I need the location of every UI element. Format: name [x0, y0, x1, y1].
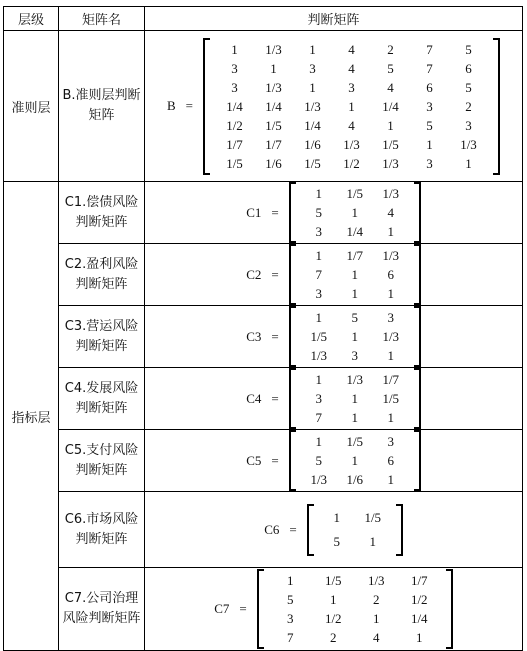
matrix-cell: 1/5: [265, 117, 282, 133]
matrix-cell: 1: [309, 41, 316, 57]
matrix-cell: 2: [465, 98, 472, 114]
header-level: 层级: [4, 7, 59, 31]
matrix-cell: 1: [387, 224, 394, 239]
matrix-cell: 1: [351, 410, 358, 425]
matrix-cell: 1/5: [310, 329, 328, 344]
matrix-symbol: C1: [246, 204, 262, 220]
indicator-row-3: [4, 306, 523, 368]
right-bracket: [414, 430, 421, 491]
matrix-cell: 7: [426, 60, 433, 76]
matrix-cell: 5: [333, 533, 340, 549]
matrix-cell: 1/7: [226, 136, 243, 152]
criteria-name-cell: B.准则层判断矩阵: [59, 31, 145, 182]
matrix-cell: 3: [465, 117, 472, 133]
matrix-cell: 1/3: [382, 186, 400, 201]
matrix-cell: 1: [270, 60, 277, 76]
matrix-cell: 5: [426, 117, 433, 133]
matrix-cell: 1/4: [410, 611, 428, 626]
matrix-cell: 5: [465, 41, 472, 57]
matrix-cell: 1/3: [265, 41, 282, 57]
matrix-symbol: C4: [246, 390, 262, 406]
right-bracket: [414, 244, 421, 305]
judgment-matrix-table: [3, 6, 523, 651]
matrix-cell: 1/6: [346, 472, 364, 487]
matrix-cell: 1/3: [265, 79, 282, 95]
indicator-matrix: [257, 569, 453, 649]
matrix-cell: 1/5: [304, 155, 321, 171]
right-bracket: [446, 569, 453, 649]
left-bracket: [289, 430, 296, 491]
indicator-matrix-cell: [145, 368, 523, 430]
right-bracket: [414, 306, 421, 367]
matrix-cell: 1: [333, 509, 340, 525]
matrix-cell: 4: [387, 205, 394, 220]
indicator-matrix: [289, 430, 421, 491]
matrix-cell: 1/6: [265, 155, 282, 171]
matrix-cell: 1/5: [346, 434, 364, 449]
matrix-cell: 1/2: [343, 155, 360, 171]
matrix-cell: 1/4: [382, 98, 399, 114]
indicator-equation: [145, 430, 522, 491]
equals-sign: =: [271, 390, 279, 406]
left-bracket: [307, 504, 314, 556]
matrix-cell: 3: [315, 224, 322, 239]
header-matrix: 判断矩阵: [145, 7, 523, 31]
matrix-cell: 5: [315, 205, 322, 220]
matrix-cell: 1/5: [364, 509, 382, 525]
matrix-cell: 1/2: [410, 592, 428, 607]
matrix-cell: 3: [426, 155, 433, 171]
matrix-cell: 3: [426, 98, 433, 114]
matrix-cell: 1: [387, 410, 394, 425]
left-bracket: [289, 182, 296, 243]
matrix-cell: 1: [348, 98, 355, 114]
indicator-level-cell: 指标层: [4, 182, 59, 651]
criteria-matrix: [203, 38, 500, 175]
indicator-equation: [145, 182, 522, 243]
matrix-cell: 1/3: [460, 136, 477, 152]
criteria-equation: [145, 38, 522, 175]
matrix-cell: 1/5: [226, 155, 243, 171]
right-bracket: [493, 38, 500, 175]
matrix-cell: 3: [231, 79, 238, 95]
matrix-cell: 1: [351, 453, 358, 468]
matrix-cell: 5: [387, 60, 394, 76]
matrix-cell: 4: [387, 79, 394, 95]
matrix-cell: 1: [387, 286, 394, 301]
indicator-equation: [145, 368, 522, 429]
indicator-matrix: [289, 244, 421, 305]
indicator-matrix-cell: [145, 306, 523, 368]
equals-sign: =: [271, 204, 279, 220]
matrix-cell: 6: [387, 453, 394, 468]
indicator-name-cell: C6.市场风险判断矩阵: [59, 492, 145, 568]
indicator-row-1: [4, 182, 523, 244]
matrix-cell: 3: [348, 79, 355, 95]
indicator-matrix: [289, 306, 421, 367]
criteria-level-cell: 准则层: [4, 31, 59, 182]
indicator-matrix-cell: [145, 244, 523, 306]
left-bracket: [289, 244, 296, 305]
right-bracket: [396, 504, 403, 556]
matrix-symbol: C2: [246, 266, 262, 282]
indicator-name-cell: C7.公司治理风险判断矩阵: [59, 568, 145, 651]
matrix-cell: 1/5: [382, 136, 399, 152]
matrix-cell: 7: [315, 267, 322, 282]
indicator-equation: [145, 569, 522, 649]
matrix-cell: 1/7: [410, 573, 428, 588]
matrix-symbol: C3: [246, 328, 262, 344]
matrix-cell: 1: [465, 155, 472, 171]
matrix-cell: 4: [373, 630, 380, 645]
matrix-symbol: B: [166, 98, 176, 113]
matrix-cell: 5: [465, 79, 472, 95]
matrix-cell: 2: [373, 592, 380, 607]
header-row: [4, 7, 523, 31]
indicator-name-cell: C1.偿债风险判断矩阵: [59, 182, 145, 244]
matrix-cell: 1/4: [226, 98, 243, 114]
matrix-cell: 5: [351, 310, 358, 325]
equals-sign: =: [239, 601, 247, 616]
indicator-row-5: [4, 430, 523, 492]
right-bracket: [414, 182, 421, 243]
matrix-cell: 1: [351, 205, 358, 220]
left-bracket: [257, 569, 264, 649]
matrix-cell: 1/3: [310, 472, 328, 487]
matrix-cell: 1: [416, 630, 423, 645]
matrix-cell: 1: [387, 117, 394, 133]
matrix-cell: 1/5: [382, 391, 400, 406]
matrix-cell: 3: [309, 60, 316, 76]
matrix-cell: 1/3: [304, 98, 321, 114]
matrix-cell: 5: [287, 592, 294, 607]
matrix-cell: 6: [426, 79, 433, 95]
matrix-cell: 1/4: [304, 117, 321, 133]
equals-sign: =: [185, 98, 193, 113]
matrix-cell: 1: [426, 136, 433, 152]
matrix-cell: 1: [309, 79, 316, 95]
matrix-cell: 2: [387, 41, 394, 57]
matrix-cell: 3: [351, 348, 358, 363]
matrix-cell: 1: [387, 472, 394, 487]
matrix-cell: 1/5: [324, 573, 342, 588]
matrix-cell: 1: [351, 391, 358, 406]
matrix-cell: 1: [315, 434, 322, 449]
matrix-cell: 1: [351, 329, 358, 344]
matrix-cell: 3: [287, 611, 294, 626]
matrix-cell: 1: [315, 310, 322, 325]
matrix-cell: 1: [315, 372, 322, 387]
indicator-name-cell: C2.盈利风险判断矩阵: [59, 244, 145, 306]
matrix-cell: 3: [315, 391, 322, 406]
criteria-row: [4, 31, 523, 182]
matrix-cell: 1/7: [346, 248, 364, 263]
matrix-cell: 1: [330, 592, 337, 607]
equals-sign: =: [271, 266, 279, 282]
matrix-cell: 1/2: [226, 117, 243, 133]
matrix-cell: 4: [348, 117, 355, 133]
matrix-cell: 3: [387, 434, 394, 449]
matrix-cell: 7: [315, 410, 322, 425]
matrix-cell: 1: [351, 267, 358, 282]
matrix-cell: 1: [315, 248, 322, 263]
matrix-cell: 1/3: [343, 136, 360, 152]
indicator-name-cell: C5.支付风险判断矩阵: [59, 430, 145, 492]
left-bracket: [289, 306, 296, 367]
matrix-cell: 1/5: [346, 186, 364, 201]
matrix-cell: 1: [351, 286, 358, 301]
matrix-cell: 1/3: [382, 329, 400, 344]
matrix-cell: 1/4: [346, 224, 364, 239]
left-bracket: [289, 368, 296, 429]
matrix-cell: 1: [387, 348, 394, 363]
matrix-cell: 6: [465, 60, 472, 76]
equals-sign: =: [271, 452, 279, 468]
header-name: 矩阵名: [59, 7, 145, 31]
matrix-cell: 7: [287, 630, 294, 645]
matrix-cell: 2: [330, 630, 337, 645]
indicator-name-cell: C4.发展风险判断矩阵: [59, 368, 145, 430]
matrix-cell: 6: [387, 267, 394, 282]
equals-sign: =: [289, 521, 297, 537]
matrix-cell: 7: [426, 41, 433, 57]
matrix-cell: 1/6: [304, 136, 321, 152]
matrix-cell: 1: [287, 573, 294, 588]
matrix-cell: 4: [348, 41, 355, 57]
indicator-matrix-cell: [145, 492, 523, 568]
matrix-cell: 5: [315, 453, 322, 468]
indicator-row-6: [4, 492, 523, 568]
indicator-row-7: [4, 568, 523, 651]
matrix-cell: 1: [369, 533, 376, 549]
matrix-cell: 1/3: [310, 348, 328, 363]
matrix-cell: 3: [231, 60, 238, 76]
matrix-cell: 4: [348, 60, 355, 76]
matrix-cell: 1: [373, 611, 380, 626]
matrix-cell: 1/3: [346, 372, 364, 387]
right-bracket: [414, 368, 421, 429]
matrix-cell: 1/3: [367, 573, 385, 588]
indicator-equation: [145, 504, 522, 556]
matrix-cell: 3: [315, 286, 322, 301]
indicator-matrix: [307, 504, 403, 556]
matrix-cell: 1/3: [382, 248, 400, 263]
indicator-row-4: [4, 368, 523, 430]
matrix-symbol: C7: [214, 601, 230, 616]
matrix-symbol: C6: [264, 521, 280, 537]
indicator-matrix-cell: [145, 568, 523, 651]
indicator-equation: [145, 306, 522, 367]
matrix-cell: 1/3: [382, 155, 399, 171]
indicator-equation: [145, 244, 522, 305]
matrix-cell: 1: [231, 41, 238, 57]
equals-sign: =: [271, 328, 279, 344]
matrix-cell: 1/7: [265, 136, 282, 152]
indicator-matrix: [289, 368, 421, 429]
indicator-matrix-cell: [145, 430, 523, 492]
matrix-cell: 1/4: [265, 98, 282, 114]
criteria-matrix-cell: [145, 31, 523, 182]
left-bracket: [203, 38, 210, 175]
indicator-matrix: [289, 182, 421, 243]
matrix-cell: 1: [315, 186, 322, 201]
matrix-cell: 3: [387, 310, 394, 325]
indicator-name-cell: C3.营运风险判断矩阵: [59, 306, 145, 368]
matrix-cell: 1/2: [324, 611, 342, 626]
indicator-matrix-cell: [145, 182, 523, 244]
matrix-cell: 1/7: [382, 372, 400, 387]
matrix-symbol: C5: [246, 452, 262, 468]
indicator-row-2: [4, 244, 523, 306]
